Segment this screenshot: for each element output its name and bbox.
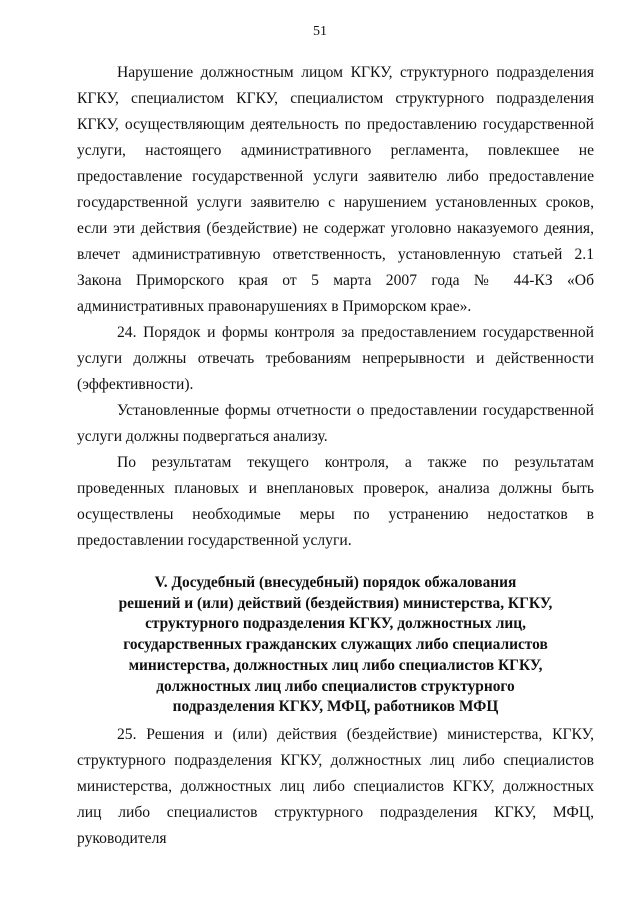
paragraph-25-appeal: 25. Решения и (или) действия (бездействие) министерства, КГКУ, структурного подразделения КГКУ, должностных лиц либо специалистов министерства, должностных лиц либо специалистов КГКУ, должностных лиц либо специалистов структурного подразделения КГКУ, МФЦ, руководителя <box>77 726 594 847</box>
paragraph-reporting-forms: Установленные формы отчетности о предоставлении государственной услуги должны подвергаться анализу. <box>77 402 594 445</box>
section-heading-line: подразделения КГКУ, МФЦ, работников МФЦ <box>172 698 499 716</box>
body-text-bottom <box>77 722 594 852</box>
paragraph-24-control-forms: 24. Порядок и формы контроля за предоставлением государственной услуги должны отвечать требованиям непрерывности и действенности (эффективности). <box>77 324 594 393</box>
body-text-top <box>77 60 594 554</box>
section-heading <box>77 573 594 718</box>
page-number: 51 <box>313 24 327 39</box>
section-heading-line: V. Досудебный (внесудебный) порядок обжалования <box>154 574 517 591</box>
section-heading-line: структурного подразделения КГКУ, должностных лиц, <box>145 615 526 633</box>
section-heading-line: государственных гражданских служащих либо специалистов <box>123 636 548 654</box>
paragraph-violation-liability: Нарушение должностным лицом КГКУ, структурного подразделения КГКУ, специалистом КГКУ, специалистом структурного подразделения КГКУ, осуществляющим деятельность по предоставлению государственной услуги, настоящего административного регламента, повлекшее не предоставление государственной услуги заявителю либо предоставление государственной услуги заявителю с нарушением установленных сроков, если эти действия (бездействие) не содержат уголовно наказуемого деяния, влечет административную ответственность, установленную статьей 2.1 Закона Приморского края от 5 марта 2007 года № 44-КЗ «Об административных правонарушениях в Приморском крае». <box>77 64 594 315</box>
section-heading-line: министерства, должностных лиц либо специалистов КГКУ, <box>128 656 543 674</box>
paragraph-control-results: По результатам текущего контроля, а также по результатам проведенных плановых и внеплановых проверок, анализа должны быть осуществлены необходимые меры по устранению недостатков в предоставлении государственной услуги. <box>77 454 594 549</box>
section-heading-line: решений и (или) действий (бездействия) министерства, КГКУ, <box>118 594 553 612</box>
section-heading-line: должностных лиц либо специалистов структурного <box>156 677 515 695</box>
